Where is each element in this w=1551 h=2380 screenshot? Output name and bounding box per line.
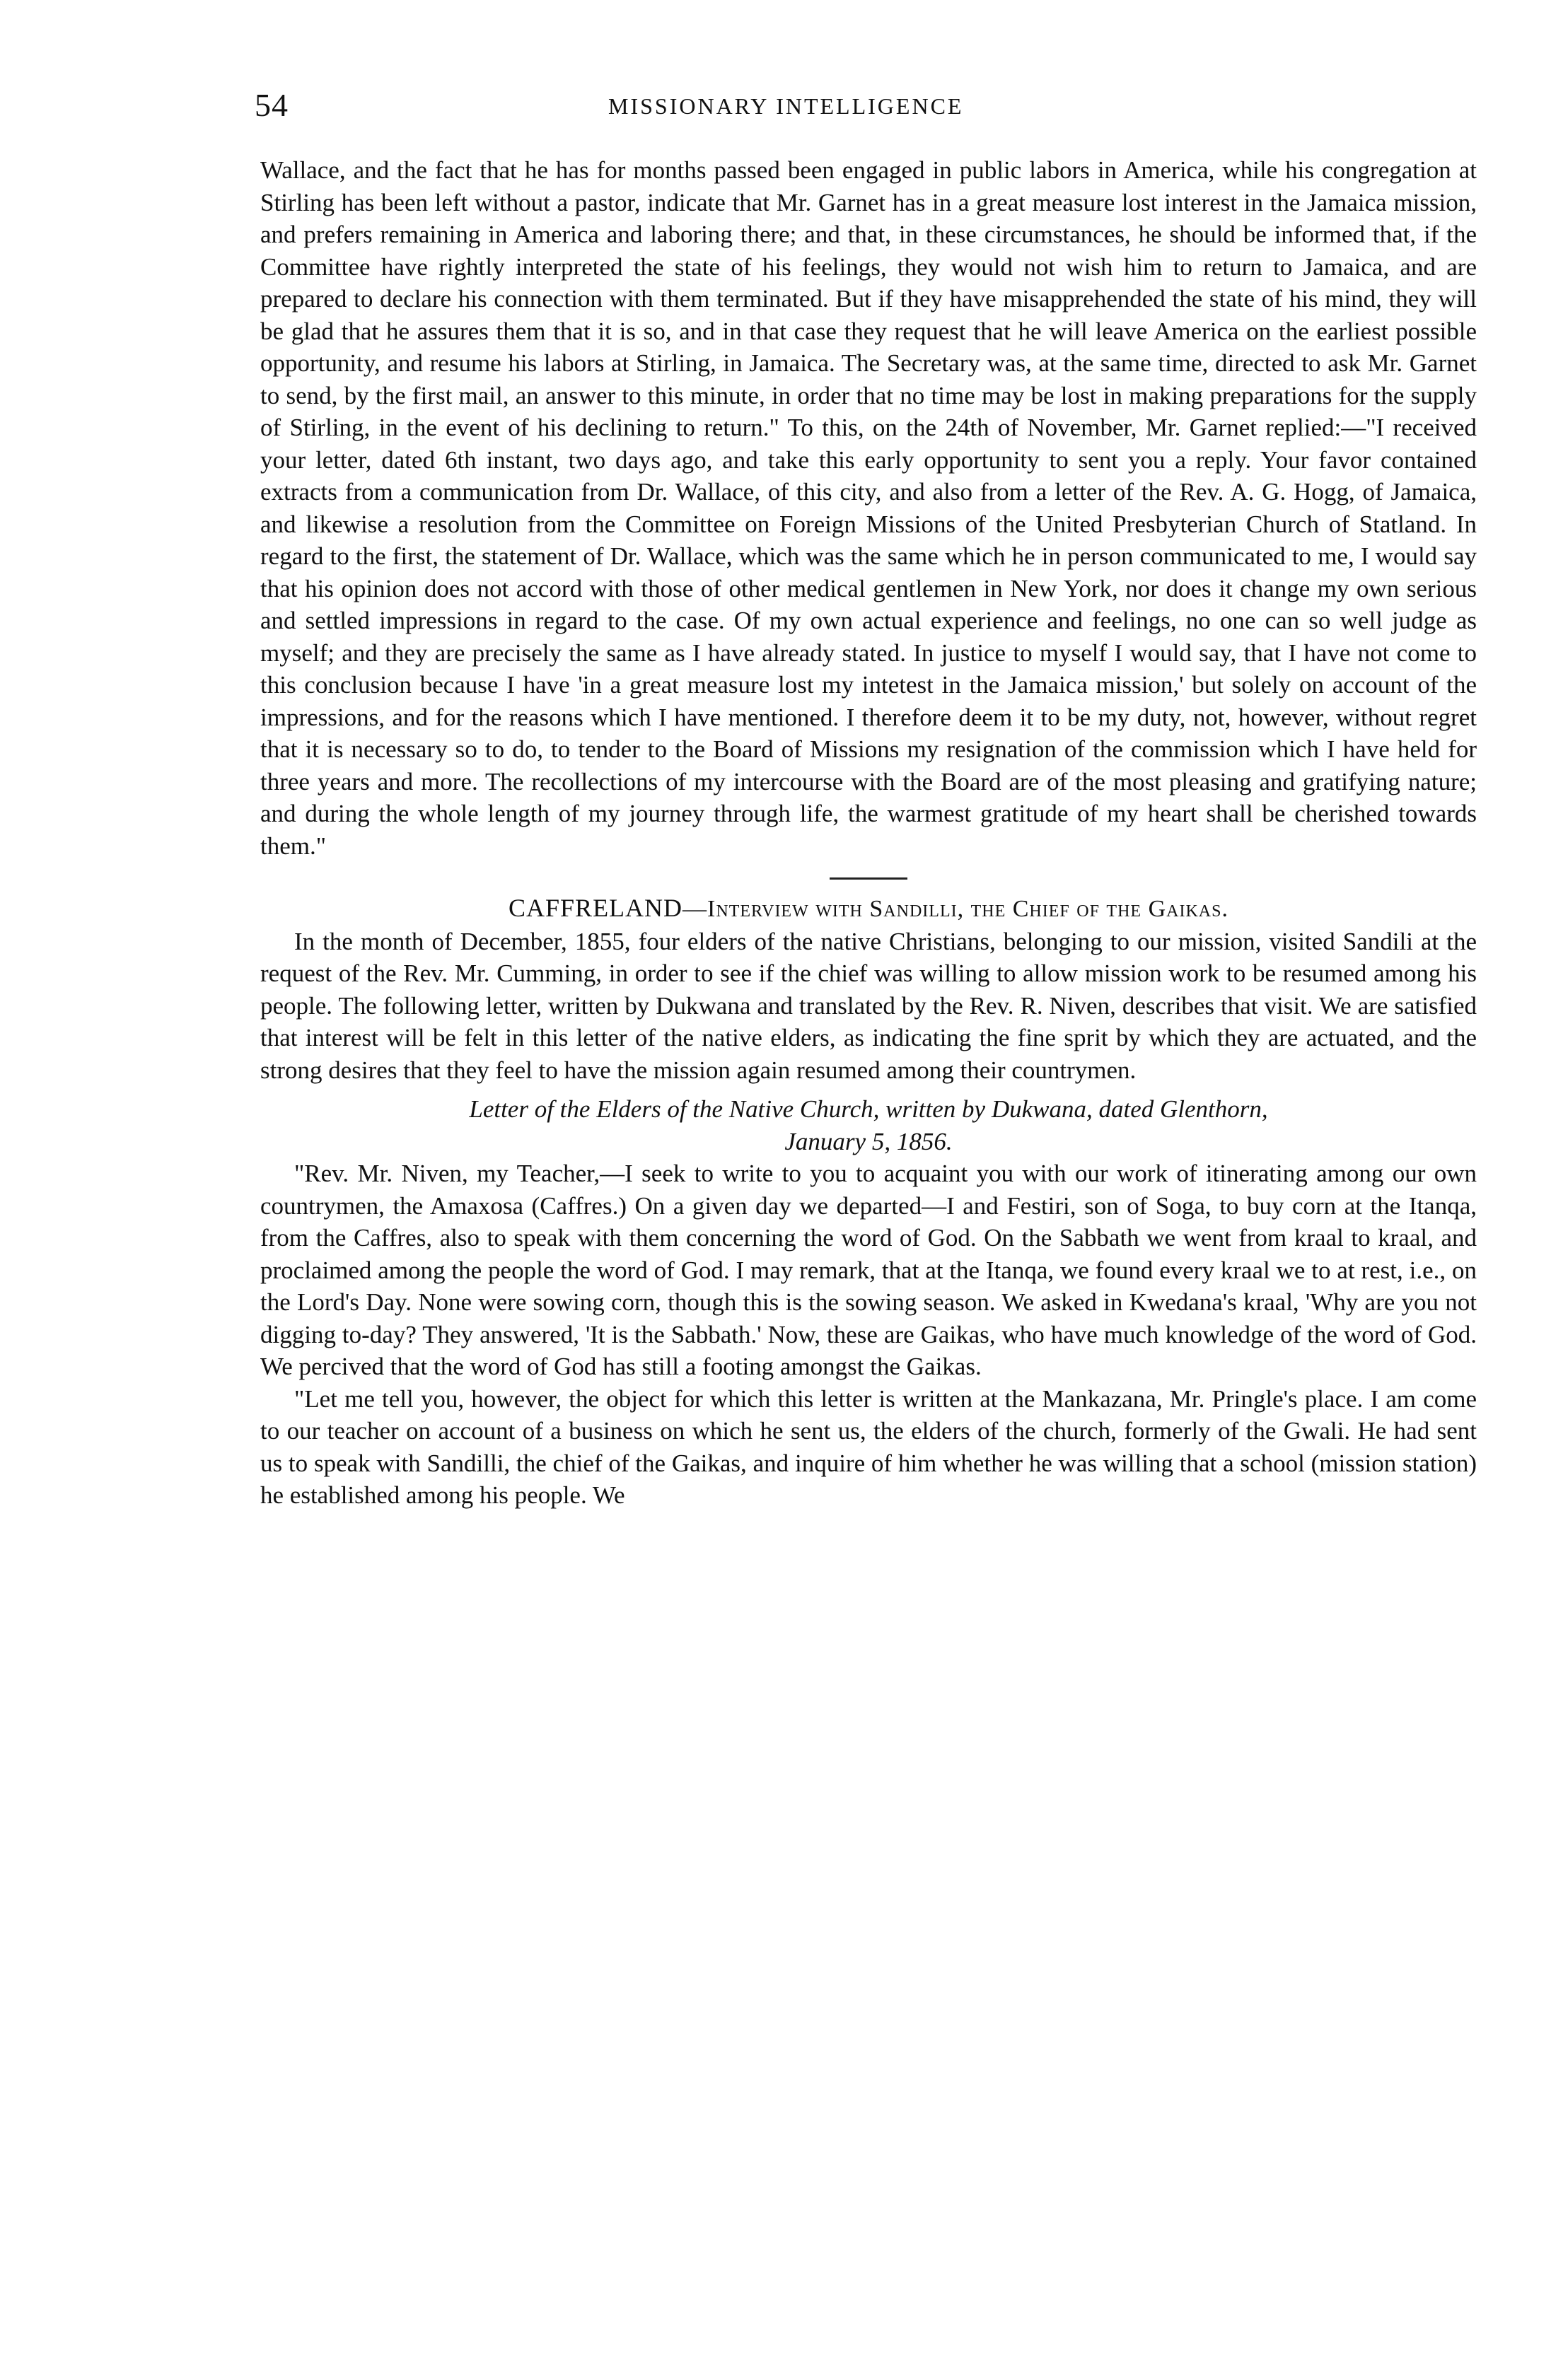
- letter-title: [260, 1093, 1477, 1157]
- section-heading-sub: —Interview with Sandilli, the Chief of the Gaikas.: [682, 896, 1228, 922]
- paragraph-caffreland-intro: In the month of December, 1855, four elders of the native Christians, belonging to our mission, visited Sandili at the request of the Rev. Mr. Cumming, in order to see if the chief was willing to allow mission work to be resumed among his people. The following letter, written by Dukwana and translated by the Rev. R. Niven, describes that visit. We are satisfied that interest will be felt in this letter of the native elders, as indicating the fine sprit by which they are actuated, and the strong desires that they feel to have the mission again resumed among their countrymen.: [260, 927, 1477, 1084]
- page-number: 54: [255, 87, 289, 123]
- running-title: MISSIONARY INTELLIGENCE: [608, 93, 964, 119]
- page-header: [255, 86, 1485, 129]
- paragraph-letter-object: "Let me tell you, however, the object for which this letter is written at the Mankazana, Mr. Pringle's place. I am come to our teacher on account of a business on which he sent us, the elders of the church, formerly of the Gwali. He had sent us to speak with Sandilli, the chief of the Gaikas, and inquire of him whether he was willing that a school (mission station) he established among his people. We: [260, 1384, 1477, 1509]
- section-heading-main: CAFFRELAND: [509, 894, 683, 922]
- paragraph-letter-itinerating: "Rev. Mr. Niven, my Teacher,—I seek to write to you to acquaint you with our work of itinerating among our own countrymen, the Amaxosa (Caffres.) On a given day we departed—I and Festiri, son of Soga, to buy corn at the Itanqa, from the Caffres, also to speak with them concerning the word of God. On the Sabbath we went from kraal to kraal, and proclaimed among the people the word of God. I may remark, that at the Itanqa, we found every kraal we to at rest, i.e., on the Lord's Day. None were sowing corn, though this is the sowing season. We asked in Kwedana's kraal, 'Why are you not digging to-day? They answered, 'It is the Sabbath.' Now, these are Gaikas, who have much knowledge of the word of God. We percived that the word of God has still a footing amongst the Gaikas.: [260, 1160, 1477, 1380]
- letter-title-line2: January 5, 1856.: [784, 1127, 953, 1155]
- article-body: [260, 154, 1477, 1512]
- paragraph-garnet-correspondence: Wallace, and the fact that he has for months passed been engaged in public labors in America, while his congregation at Stirling has been left without a pastor, indicate that Mr. Garnet has in a great measure lost interest in the Jamaica mission, and prefers remaining in America and laboring there; and that, in these circumstances, he should be informed that, if the Committee have rightly interpreted the state of his feelings, they would not wish him to return to Jamaica, and are prepared to declare his connection with them terminated. But if they have misapprehended the state of his mind, they will be glad that he assures them that it is so, and in that case they request that he will leave America on the earliest possible opportunity, and resume his labors at Stirling, in Jamaica. The Secretary was, at the same time, directed to ask Mr. Garnet to send, by the first mail, an answer to this minute, in order that no time may be lost in making preparations for the supply of Stirling, in the event of his declining to return." To this, on the 24th of November, Mr. Garnet replied:—"I received your letter, dated 6th instant, two days ago, and take this early opportunity to sent you a reply. Your favor contained extracts from a communication from Dr. Wallace, of this city, and also from a letter of the Rev. A. G. Hogg, of Jamaica, and likewise a resolution from the Committee on Foreign Missions of the United Presbyterian Church of Statland. In regard to the first, the statement of Dr. Wallace, which was the same which he in person communicated to me, I would say that his opinion does not accord with those of other medical gentlemen in New York, nor does it change my own serious and settled impressions in regard to the case. Of my own actual experience and feelings, no one can so well judge as myself; and they are precisely the same as I have already stated. In justice to myself I would say, that I have not come to this conclusion because I have 'in a great measure lost my intetest in the Jamaica mission,' but solely on account of the impressions, and for the reasons which I have mentioned. I therefore deem it to be my duty, not, however, without regret that it is necessary so to do, to tender to the Board of Missions my resignation of the commission which I have held for three years and more. The recollections of my intercourse with the Board are of the most pleasing and gratifying nature; and during the whole length of my journey through life, the warmest gratitude of my heart shall be cherished towards them.": [260, 156, 1477, 860]
- section-heading: [260, 892, 1477, 926]
- section-divider: [830, 877, 907, 880]
- letter-title-line1: Letter of the Elders of the Native Church, written by Dukwana, dated Glenthorn,: [469, 1095, 1268, 1123]
